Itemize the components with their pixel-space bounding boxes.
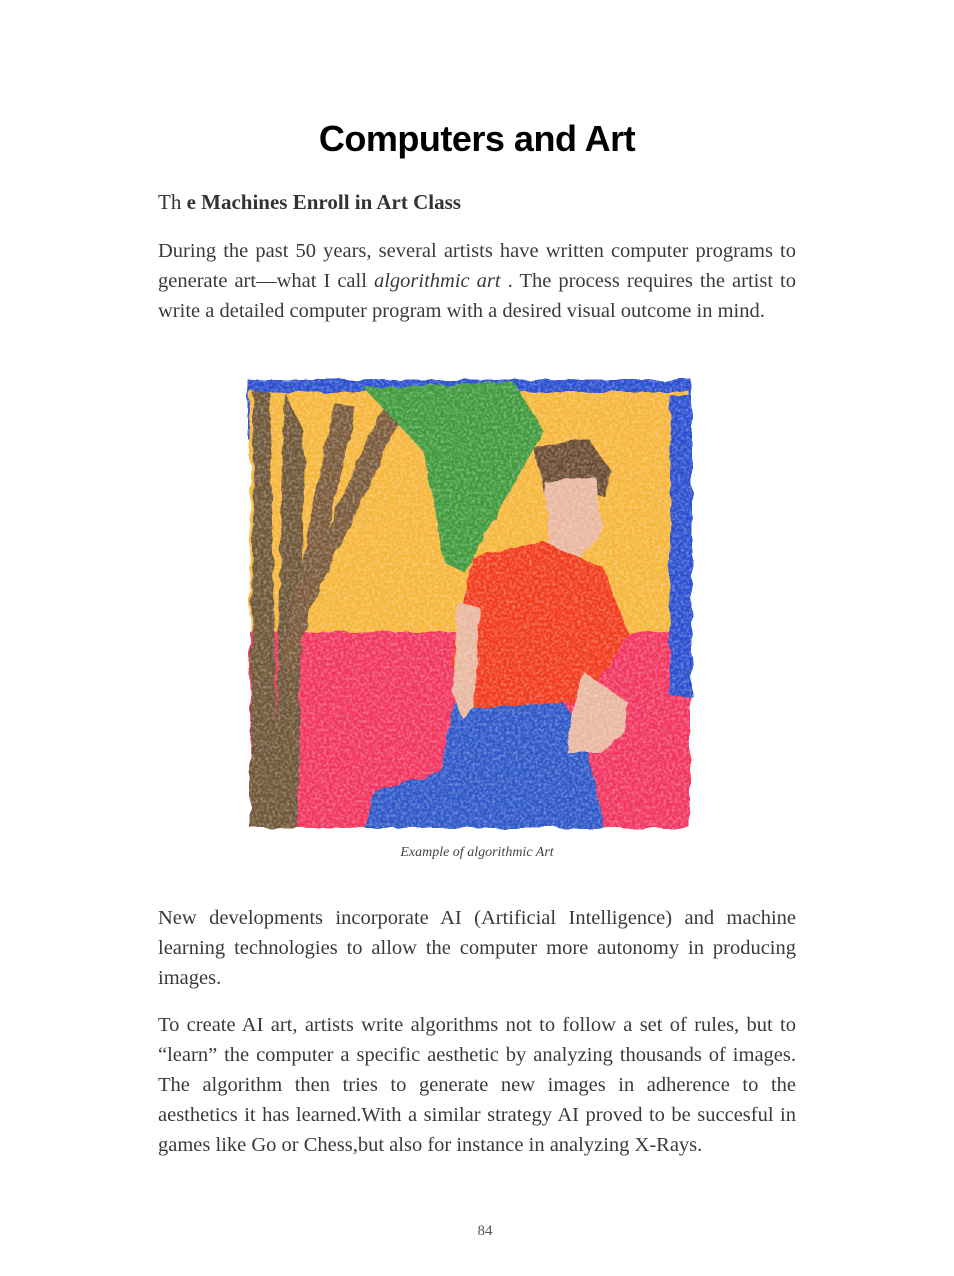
subheading-rest: e Machines Enroll in Art Class	[186, 190, 461, 214]
paragraph-ai-art: To create AI art, artists write algorithms not to follow a set of rules, but to “learn” the computer a specific aesthetic by analyzing thousands of images. The algorithm then tries to generate new images in adherence to the aesthetics it has learned.With a similar strategy AI proved to be succesful in games like Go or Chess,but also for instance in analyzing X-Rays.	[158, 1014, 796, 1156]
paragraph1-after: . The process requires the artist to write a detailed computer program with a desired visual outcome in mind.	[158, 270, 796, 322]
page-title: Computers and Art	[318, 118, 636, 159]
paragraph-ai-developments: New developments incorporate AI (Artificial Intelligence) and machine learning technologies to allow the computer more autonomy in producing images.	[158, 907, 796, 989]
section-subheading	[158, 190, 461, 215]
page-number: 84	[477, 1223, 493, 1239]
algorithmic-art-image	[244, 372, 710, 834]
subheading-prefix: Th	[158, 190, 187, 214]
painting-illustration	[244, 372, 710, 834]
paragraph1-emphasis: algorithmic art	[373, 270, 501, 292]
figure-caption: Example of algorithmic Art	[400, 845, 554, 860]
paragraph1-before: During the past 50 years, several artists have written computer programs to generate art—what I call	[158, 240, 796, 292]
paragraph-algorithmic-art	[158, 236, 796, 326]
